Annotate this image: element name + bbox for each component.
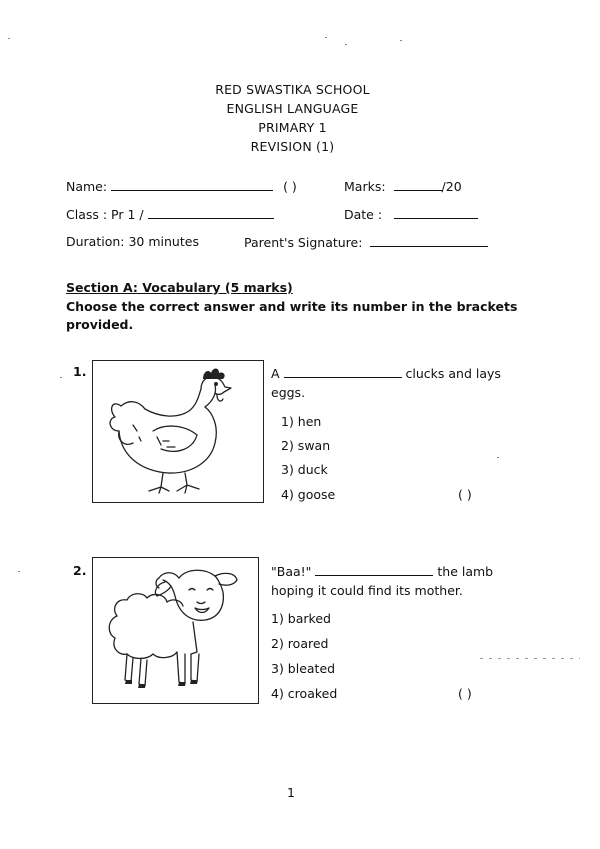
question-1-option-2: 2) swan xyxy=(281,438,331,453)
date-label: Date : xyxy=(344,207,383,222)
date-blank[interactable] xyxy=(394,206,478,219)
question-2-blank[interactable] xyxy=(315,563,433,576)
hen-drawing-icon xyxy=(93,361,263,502)
question-2-number: 2. xyxy=(73,563,87,578)
question-2-text-after: the lamb hoping it could find its mother. xyxy=(271,564,494,598)
question-1-answer-bracket[interactable]: ( ) xyxy=(458,487,472,502)
scan-speck xyxy=(400,40,402,41)
question-1-option-4: 4) goose xyxy=(281,487,336,502)
marks-total: /20 xyxy=(441,179,462,194)
name-blank[interactable] xyxy=(111,178,273,191)
question-2-option-4: 4) croaked xyxy=(271,686,338,701)
question-1-option-1: 1) hen xyxy=(281,414,322,429)
section-a-title: Section A: Vocabulary (5 marks) xyxy=(66,280,293,295)
scan-speck xyxy=(345,44,347,45)
date-field[interactable] xyxy=(344,206,478,222)
marks-label: Marks: xyxy=(344,179,386,194)
class-label: Class : Pr 1 / xyxy=(66,207,144,222)
duration-text: Duration: 30 minutes xyxy=(66,234,199,249)
question-2-option-3: 3) bleated xyxy=(271,661,336,676)
question-1-text-before: A xyxy=(271,366,280,381)
scan-speck xyxy=(18,571,20,572)
question-1-number: 1. xyxy=(73,364,87,379)
hen-image xyxy=(92,360,264,503)
question-2-text xyxy=(271,562,511,600)
question-1-blank[interactable] xyxy=(284,365,402,378)
question-2-answer-bracket[interactable]: ( ) xyxy=(458,686,472,701)
question-2-option-1: 1) barked xyxy=(271,611,331,626)
question-2-text-before: "Baa!" xyxy=(271,564,312,579)
marks-blank[interactable] xyxy=(394,178,442,191)
scan-speck xyxy=(325,37,327,38)
name-field[interactable] xyxy=(66,178,297,194)
scan-speck xyxy=(60,377,62,378)
question-2-option-2: 2) roared xyxy=(271,636,329,651)
section-a-instruction: Choose the correct answer and write its number in the brackets provided. xyxy=(66,299,518,332)
level-title: PRIMARY 1 xyxy=(258,120,327,135)
signature-label: Parent's Signature: xyxy=(244,235,363,250)
scan-dotted-mark xyxy=(480,658,580,659)
class-field[interactable] xyxy=(66,206,274,222)
scan-speck xyxy=(497,457,499,458)
signature-blank[interactable] xyxy=(370,234,488,247)
scan-speck xyxy=(8,38,10,39)
question-1-option-3: 3) duck xyxy=(281,462,328,477)
question-1-text-after: clucks and lays eggs. xyxy=(271,366,501,400)
subject-title: ENGLISH LANGUAGE xyxy=(226,101,359,116)
school-name: RED SWASTIKA SCHOOL xyxy=(215,82,370,97)
name-label: Name: xyxy=(66,179,108,194)
name-index-paren: ( ) xyxy=(283,179,297,194)
class-blank[interactable] xyxy=(148,206,274,219)
page-number: 1 xyxy=(287,785,295,800)
question-1-text xyxy=(271,364,511,402)
lamb-image xyxy=(92,557,259,704)
lamb-drawing-icon xyxy=(93,558,258,703)
paper-title: REVISION (1) xyxy=(250,139,335,154)
marks-field[interactable] xyxy=(344,178,462,194)
signature-field[interactable] xyxy=(244,234,488,250)
